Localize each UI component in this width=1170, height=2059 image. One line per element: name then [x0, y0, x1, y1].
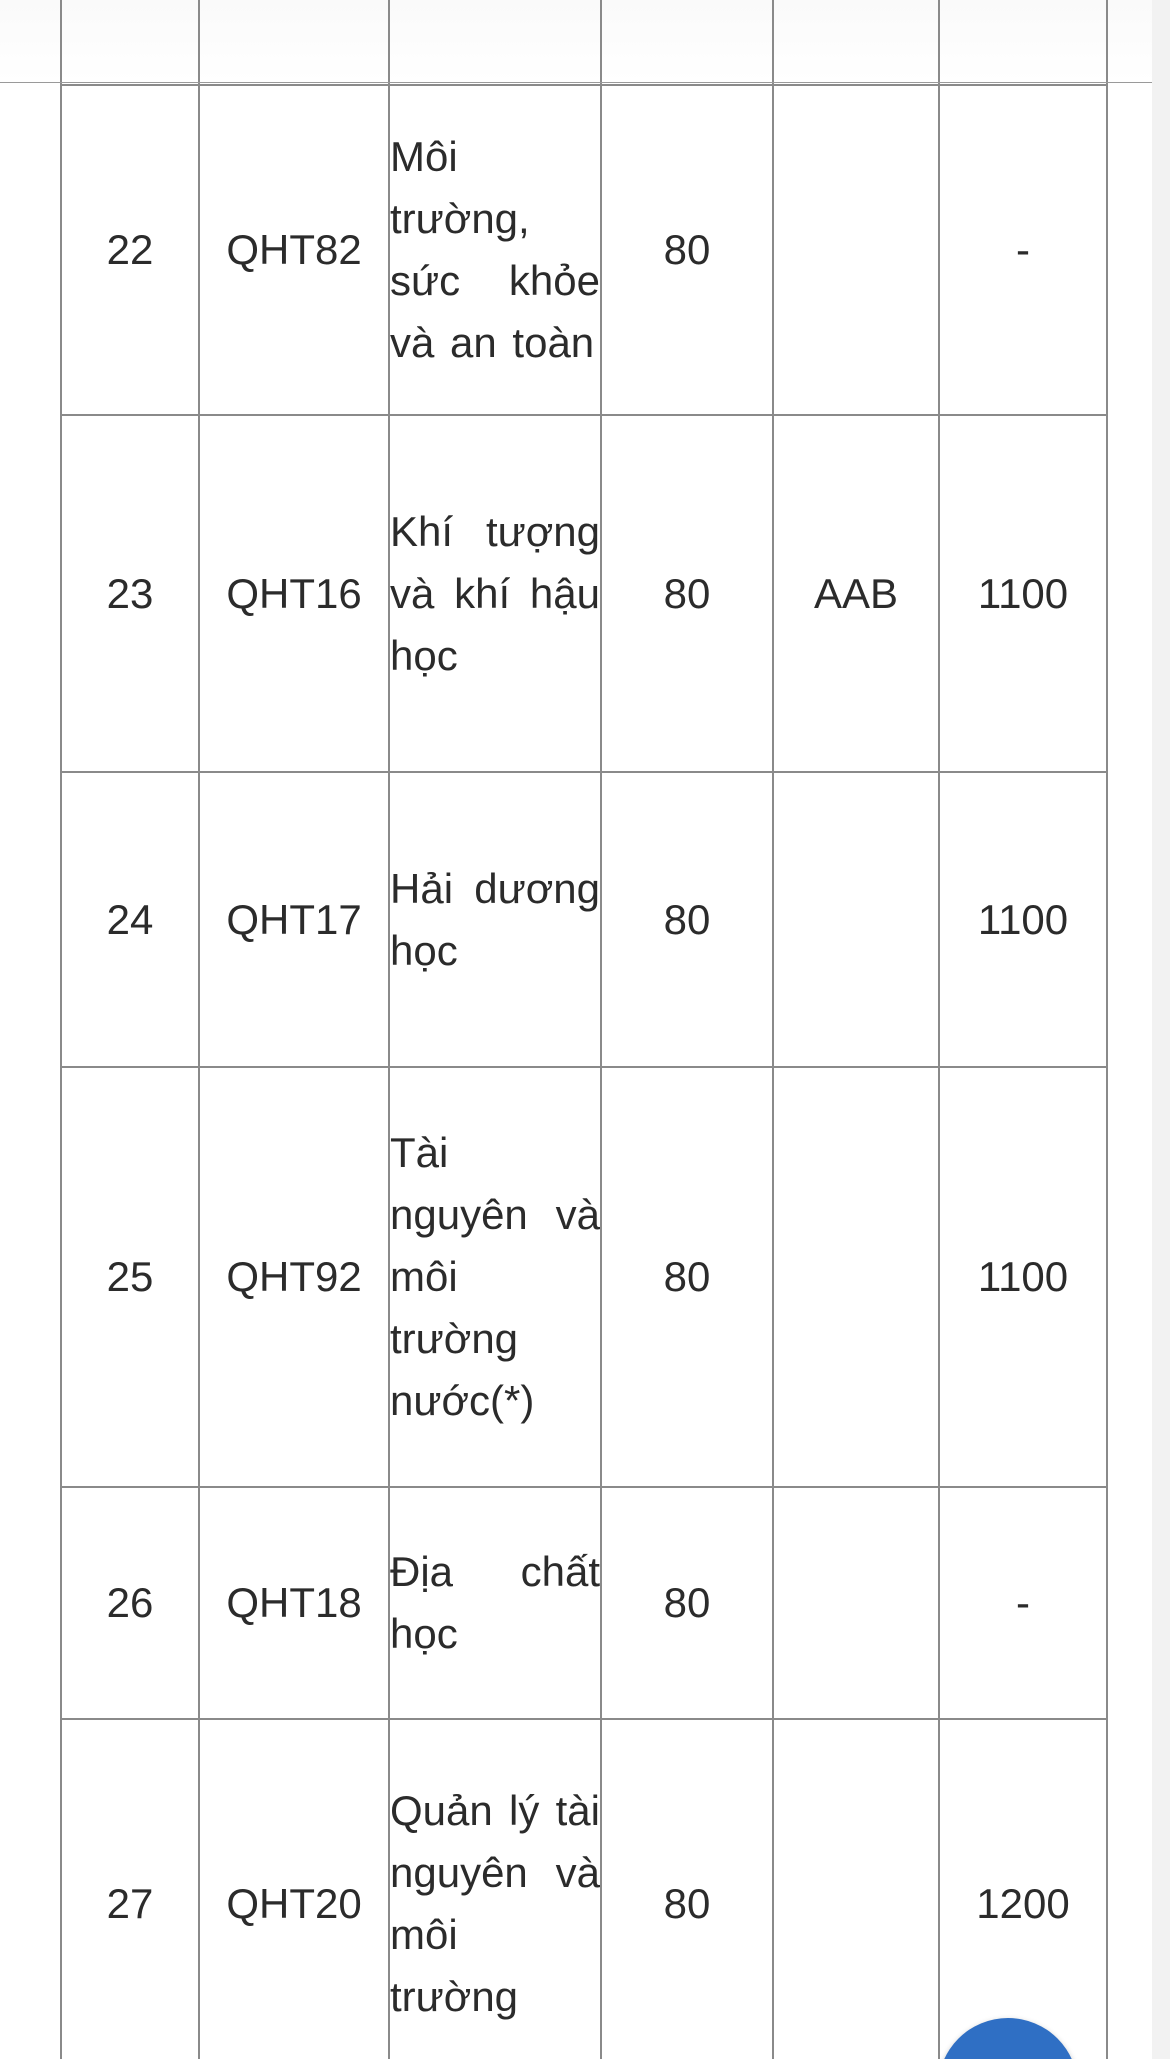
program-code: QHT17	[199, 772, 389, 1067]
row-number: 25	[61, 1067, 199, 1487]
subject-combo	[773, 772, 939, 1067]
cell-empty	[601, 0, 773, 85]
cell-empty	[773, 0, 939, 85]
table-row	[61, 1719, 1107, 2059]
min-score: -	[939, 85, 1107, 415]
admissions-table	[60, 0, 1108, 2059]
subject-combo	[773, 85, 939, 415]
program-name: Địa chất học	[389, 1487, 601, 1719]
cell-empty	[389, 0, 601, 85]
quota: 80	[601, 1487, 773, 1719]
program-code: QHT92	[199, 1067, 389, 1487]
subject-combo	[773, 1067, 939, 1487]
subject-combo	[773, 1487, 939, 1719]
table-row	[61, 85, 1107, 415]
quota: 80	[601, 415, 773, 772]
table-row	[61, 772, 1107, 1067]
cell-empty	[199, 0, 389, 85]
program-name: Quản lý tài nguyên và môi trường	[389, 1719, 601, 2059]
table-row-partial	[61, 0, 1107, 85]
table-row	[61, 415, 1107, 772]
row-number: 27	[61, 1719, 199, 2059]
cell-empty	[61, 0, 199, 85]
min-score: 1200	[939, 1719, 1107, 2059]
program-name: Khí tượng và khí hậu học	[389, 415, 601, 772]
cell-empty	[939, 0, 1107, 85]
quota: 80	[601, 772, 773, 1067]
program-code: QHT82	[199, 85, 389, 415]
program-name: Tài nguyên và môi trường nước(*)	[389, 1067, 601, 1487]
program-code: QHT20	[199, 1719, 389, 2059]
min-score: -	[939, 1487, 1107, 1719]
min-score: 1100	[939, 415, 1107, 772]
row-number: 24	[61, 772, 199, 1067]
quota: 80	[601, 1719, 773, 2059]
table-row	[61, 1487, 1107, 1719]
min-score: 1100	[939, 772, 1107, 1067]
subject-combo	[773, 1719, 939, 2059]
row-number: 22	[61, 85, 199, 415]
program-code: QHT16	[199, 415, 389, 772]
program-name: Môi trường, sức khỏe và an toàn	[389, 85, 601, 415]
quota: 80	[601, 85, 773, 415]
table-row	[61, 1067, 1107, 1487]
subject-combo: AAB	[773, 415, 939, 772]
header-divider	[0, 82, 1170, 83]
quota: 80	[601, 1067, 773, 1487]
program-name: Hải dương học	[389, 772, 601, 1067]
program-code: QHT18	[199, 1487, 389, 1719]
scrollbar-track[interactable]	[1152, 0, 1170, 2059]
row-number: 23	[61, 415, 199, 772]
row-number: 26	[61, 1487, 199, 1719]
min-score: 1100	[939, 1067, 1107, 1487]
